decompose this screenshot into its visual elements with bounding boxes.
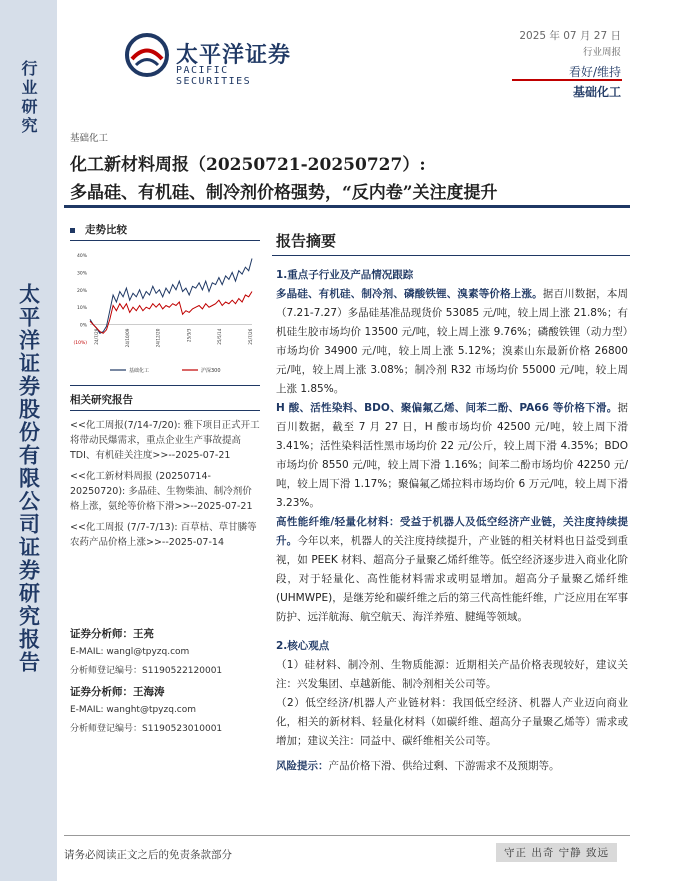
analyst-title: 证券分析师：王亮 — [70, 628, 154, 640]
report-title-line1: 化工新材料周报（20250721-20250727）: — [70, 155, 426, 175]
rating-label: 看好/维持 — [568, 65, 621, 79]
paragraph — [276, 285, 628, 399]
legend-label: 基础化工 — [129, 368, 150, 374]
trend-heading-text: 走势比较 — [85, 224, 127, 236]
company-logo — [124, 30, 304, 87]
paragraph-text: 据百川数据，本周（7.21-7.27）多晶硅基准品现货价 53085 元/吨，较上周上涨 21.8%；有机硅生胶市场均价 13500 元/吨，较上周上涨 9.76%；磷酸铁锂（动力型）市场均价 34900 元/吨，较上周上涨 5.12%；溴素山东最新价格 26800 元/吨，较上周上涨 3.08%；制冷剂 R32 市场均价 55000 元/吨，较上周上涨 1.85%。 — [276, 288, 628, 395]
x-tick-label: 25/7/26 — [248, 328, 253, 345]
analyst-title: 证券分析师：王海涛 — [70, 686, 165, 698]
related-report-item[interactable]: <<化工周报 (7/7-7/13): 百草枯、草甘膦等农药产品价格上涨>>--2025-07-14 — [70, 522, 257, 548]
x-tick-label: 25/3/3 — [186, 328, 192, 343]
paragraph-highlight: 高性能纤维/轻量化材料：受益于机器人及低空经济产业链，关注度持续提升。 — [276, 516, 628, 547]
header-rule — [512, 79, 622, 81]
footer-rule — [64, 835, 630, 836]
x-tick-label: 24/10/09 — [124, 328, 130, 348]
report-title-line2: 多晶硅、有机硅、制冷剂价格强势，“反内卷”关注度提升 — [70, 183, 498, 203]
risk-text: 产品价格下滑、供给过剩、下游需求不及预期等。 — [328, 760, 560, 772]
y-tick-label: 0% — [79, 323, 87, 329]
sidebar-bottom-label-box — [0, 283, 57, 674]
sidebar-top-label: 行业研究 — [19, 60, 38, 136]
paragraph: （2）低空经济/机器人产业链材料：我国低空经济、机器人产业迈向商业化，相关的新材料、轻量化材料（如碳纤维、超高分子量聚乙烯等）需求或增加；建议关注：同益中、碳纤维相关公司等。 — [276, 697, 628, 747]
section-heading: 1.重点子行业及产品情况跟踪 — [276, 269, 414, 281]
paragraph-text: 据百川数据，截至 7 月 27 日，H 酸市场均价 42500 元/吨，较上周下滑 3.41%；活性染料活性黑市场均价 22 元/公斤，较上周下滑 4.35%；BDO 市场均价 8550 元/吨，较上周下滑 1.16%；间苯二酚市场均价 42250 元/吨，较上周下滑 1.17%；聚偏氟乙烯拉料市场均价 6 万元/吨，较上周下滑 3.23%。 — [276, 402, 628, 509]
trend-rule — [70, 240, 260, 241]
logo-en-text: PACIFIC SECURITIES — [176, 65, 252, 87]
analyst-reg: 分析师登记编号：S1190522120001 — [70, 666, 223, 676]
paragraph — [276, 399, 628, 513]
report-type: 行业周报 — [582, 47, 621, 58]
summary-title: 报告摘要 — [276, 232, 337, 250]
related-list — [70, 418, 260, 556]
paragraph-text: 今年以来，机器人的关注度持续提升，产业链的相关材料也日益受到重视，如 PEEK 材料、超高分子量聚乙烯纤维等。低空经济逐步进入商业化阶段，对于轻量化、高性能材料需求或明显增加。超高分子量聚乙烯纤维(UHMWPE)，是继芳纶和碳纤维之后的第三代高性能纤维，广泛应用在军事防护、远洋航海、航空航天、海洋养殖、腱绳等领域。 — [276, 535, 628, 623]
paragraph-highlight: 多晶硅、有机硅、制冷剂、磷酸铁锂、溴素等价格上涨。 — [276, 288, 543, 300]
y-tick-label: 30% — [76, 271, 87, 277]
risk-label: 风险提示： — [276, 760, 329, 772]
trend-chart — [70, 247, 260, 382]
x-tick-label: 24/12/20 — [155, 328, 161, 348]
section-heading: 2.核心观点 — [276, 640, 330, 652]
logo-mark-icon — [124, 32, 170, 78]
analyst-email[interactable]: E-MAIL: wanght@tpyzq.com — [70, 705, 197, 715]
y-tick-label: (10%) — [73, 341, 87, 346]
footer-motto: 守正 出奇 宁静 致远 — [496, 843, 617, 862]
sector-label: 基础化工 — [572, 85, 621, 99]
analyst-reg: 分析师登记编号：S1190523010001 — [70, 724, 223, 734]
related-rule — [70, 410, 260, 411]
x-tick-label: 24/7/29 — [94, 328, 99, 345]
sidebar-bottom-label: 太平洋证券股份有限公司证券研究报告 — [16, 283, 42, 674]
logo-cn-text: 太平洋证券 — [176, 43, 292, 68]
related-heading: 相关研究报告 — [70, 394, 133, 406]
related-report-item[interactable]: <<化工周报(7/14-7/20): 雅下项目正式开工将带动民爆需求，重点企业生产事故提高 TDI、有机硅关注度>>--2025-07-21 — [70, 420, 260, 461]
related-report-item[interactable]: <<化工新材料周报 (20250714-20250720): 多晶硅、生物柴油、制冷剂价格上涨，氨纶等价格下滑>>--2025-07-21 — [70, 471, 253, 512]
paragraph-highlight: H 酸、活性染料、BDO、聚偏氟乙烯、间苯二酚、PA66 等价格下滑。 — [276, 402, 618, 414]
analyst-email[interactable]: E-MAIL: wangl@tpyzq.com — [70, 647, 190, 657]
sidebar-band — [0, 0, 57, 881]
y-tick-label: 40% — [76, 254, 87, 259]
series-line — [90, 259, 252, 334]
footer-disclaimer: 请务必阅读正文之后的免责条款部分 — [64, 849, 232, 861]
paragraph — [276, 513, 628, 627]
paragraph — [276, 757, 628, 776]
summary-rule — [272, 255, 630, 256]
analyst-block — [70, 626, 222, 676]
legend-label: 沪深300 — [201, 368, 221, 374]
chart-bottom-rule — [70, 385, 260, 386]
report-date: 2025 年 07 月 27 日 — [519, 30, 621, 42]
trend-heading — [70, 222, 127, 237]
title-rule — [64, 205, 630, 208]
analyst-block — [70, 684, 222, 734]
square-bullet-icon — [70, 228, 75, 233]
summary-body — [276, 262, 628, 776]
y-tick-label: 10% — [76, 306, 87, 312]
y-tick-label: 20% — [76, 288, 87, 294]
x-tick-label: 25/5/14 — [217, 328, 223, 345]
industry-tag: 基础化工 — [70, 133, 109, 144]
paragraph: （1）硅材料、制冷剂、生物质能源：近期相关产品价格表现较好，建议关注：兴发集团、卓越新能、制冷剂相关公司等。 — [276, 659, 628, 690]
sidebar-top-label-box — [0, 60, 57, 155]
